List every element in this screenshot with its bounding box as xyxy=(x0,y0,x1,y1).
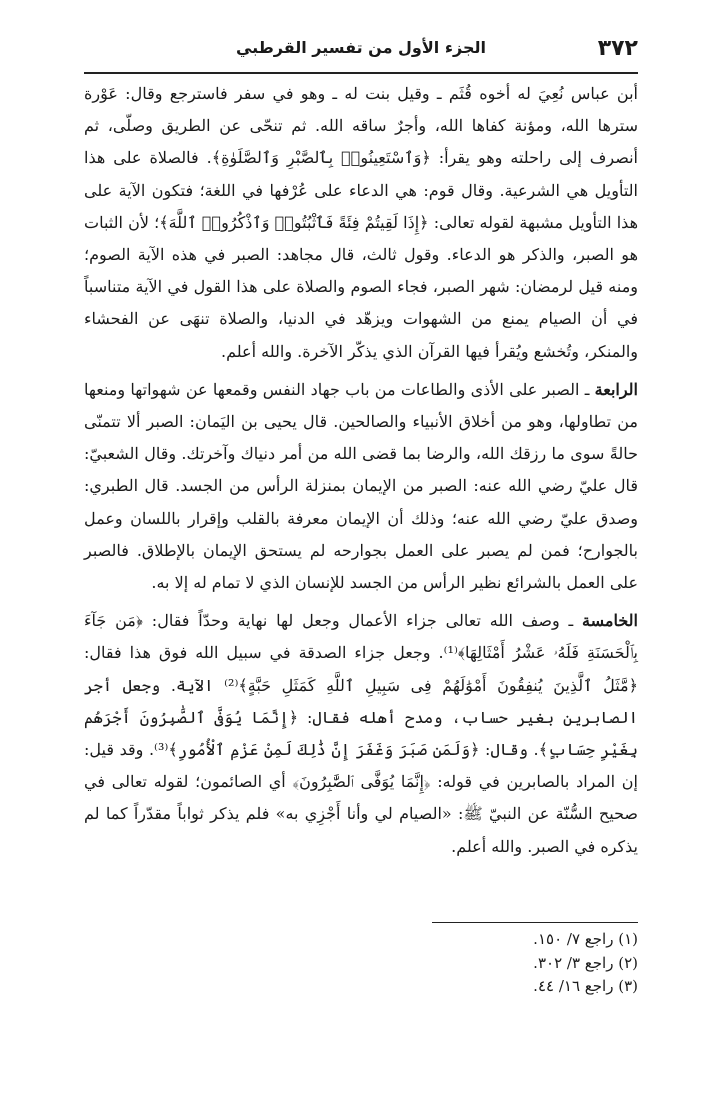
footnote-rule xyxy=(432,922,638,923)
page-number: ٣٧٢ xyxy=(597,36,638,61)
paragraph-heading: الخامسة xyxy=(582,611,638,631)
running-title: الجزء الأول من تفسير القرطبي xyxy=(235,38,486,57)
footnote: (١) راجع ٧/ ١٥٠. xyxy=(533,930,638,948)
paragraph-continued xyxy=(84,78,638,368)
header-rule xyxy=(84,72,638,74)
main-text xyxy=(84,78,638,863)
footnote: (٢) راجع ٣/ ٣٠٢. xyxy=(533,953,638,972)
paragraph-text: أبن عباس نُعِيَ له أخوه قُثَم ـ وقيل بنت له ـ وهو في سفر فاسترجع وقال: عَوْرة سترها الله، ومؤنة كفاها الله، وأجرٌ ساقه الله. ثم تنحّى عن الطريق وصلّى، ثم أنصرف إلى راحلته وهو يقرأ: ﴿وَٱسْتَعِينُوا۟ بِٱلصَّبْرِ وَٱلصَّلَوٰةِ﴾. فالصلاة على هذا التأويل هي الشرعية. وقال قوم: هي الدعاء على عُرْفها في اللغة؛ فتكون الآية على هذا التأويل مشبهة لقوله تعالى: ﴿إِذَا لَقِيتُمْ فِئَةً فَٱثْبُتُوا۟ وَٱذْكُرُوا۟ ٱللَّهَ﴾؛ لأن الثبات هو الصبر، والذكر هو الدعاء. وقول ثالث، قال مجاهد: الصبر في هذه الآية الصوم؛ ومنه قيل لرمضان: شهر الصبر، فجاء الصوم والصلاة على هذا القول في الآية متناسباً في أن الصيام يمنع من الشهوات ويزهّد في الدنيا، والصلاة تنهَى عن الفحشاء والمنكر، وتُخشع ويُقرأ فيها القرآن الذي يذكّر الآخرة. والله أعلم. xyxy=(84,84,638,361)
paragraph-fifth xyxy=(84,605,638,863)
paragraph-text: ـ وصف الله تعالى جزاء الأعمال وجعل لها نهاية وحدّاً فقال: ﴿مَن جَآءَ بِٱلْحَسَنَةِ فَلَهُۥ عَشْرُ أَمْثَالِهَا﴾⁽¹⁾. وجعل جزاء الصدقة في سبيل الله فوق هذا فقال: ﴿مَّثَلُ ٱلَّذِينَ يُنفِقُونَ أَمْوَٰلَهُمْ فِى سَبِيلِ ٱللَّهِ كَمَثَلِ حَبَّةٍ﴾⁽²⁾ الآية. وجعل أجر الصابرين بغير حساب، ومدح أهله فقال: ﴿إِنَّمَا يُوَفَّى ٱلصَّٰبِرُونَ أَجْرَهُم بِغَيْرِ حِسَابٍ﴾. وقال: ﴿وَلَمَن صَبَرَ وَغَفَرَ إِنَّ ذَٰلِكَ لَمِنْ عَزْمِ ٱلْأُمُورِ﴾⁽³⁾. وقد قيل: إن المراد بالصابرين في قوله: ﴿إِنَّمَا يُوَفَّى ٱلصَّٰبِرُونَ﴾ أي الصائمون؛ لقوله تعالى في صحيح السُّنّة عن النبيّ ﷺ: «الصيام لي وأنا أَجْزِي به» فلم يذكر ثواباً مقدّراً كما لم يذكره في الصبر. والله أعلم. xyxy=(84,611,638,856)
footnote: (٣) راجع ١٦/ ٤٤. xyxy=(533,977,638,995)
footnotes xyxy=(84,928,638,999)
page-header xyxy=(84,34,638,74)
paragraph-heading: الرابعة xyxy=(594,379,638,399)
paragraph-text: ـ الصبر على الأذى والطاعات من باب جهاد النفس وقمعها عن شهواتها ومنعها من تطاولها، وهو من أخلاق الأنبياء والصالحين. قال يحيى بن اليَمان: الصبر ألا تتمنّى حالةً سوى ما رزقك الله، والرضا بما قضى الله من أمر دنياك وآخرتك. وقال الشعبيّ: قال عليّ رضي الله عنه: الصبر من الإيمان بمنزلة الرأس من الجسد. قال الطبري: وصدق عليّ رضي الله عنه؛ وذلك أن الإيمان معرفة بالقلب وإقرار باللسان وعمل بالجوارح؛ فمن لم يصبر على العمل بجوارحه لم يستحق الإيمان بالإطلاق. فالصبر على العمل بالشرائع نظير الرأس من الجسد للإنسان الذي لا تمام له إلا به. xyxy=(84,379,638,593)
paragraph-fourth xyxy=(84,374,638,599)
